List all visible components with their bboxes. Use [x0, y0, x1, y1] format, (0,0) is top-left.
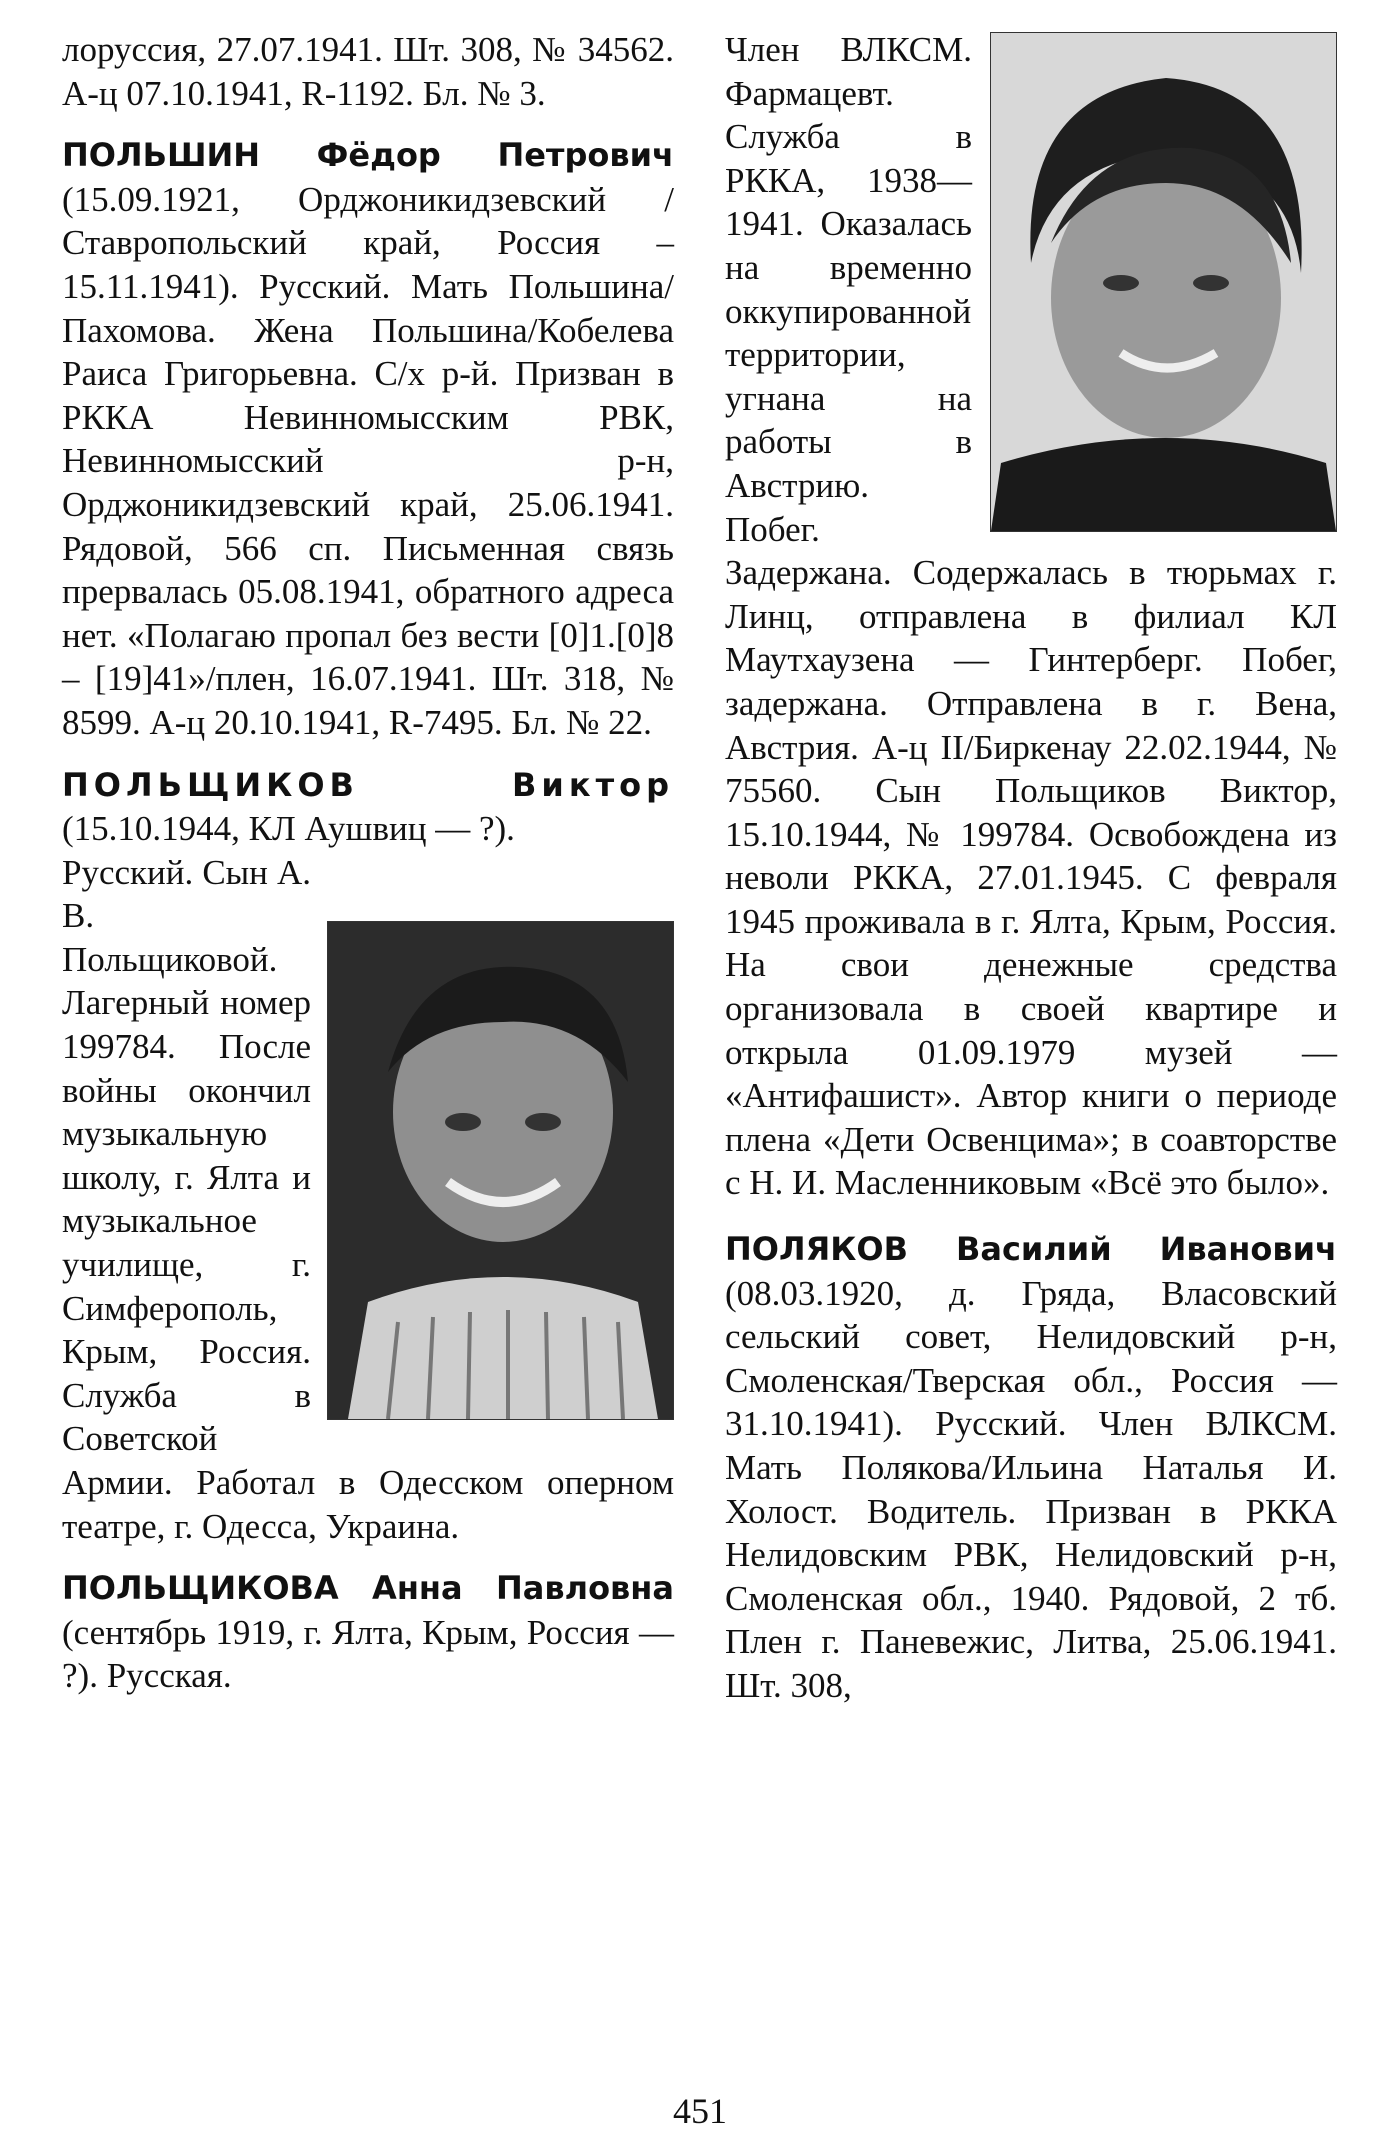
entry-name: ПОЛЬЩИКОВ Виктор: [62, 765, 674, 804]
entry-text: Русский. Сын А. В. Польщиковой. Лагерный номер 199784. После войны окончил музыкальную школу, г. Ялта и музыкальное училище, г. Симферополь, Крым, Россия. Служба в Советской Армии. Работал в Одесском оперном театре, г. Одесса, Украина.: [62, 852, 674, 1546]
continuation-text-right: Член ВЛКСМ. Фармацевт. Служба в РККА, 1938—1941. Оказалась на временно оккупированной территории, угнана на работы в Австрию. Побег. Задержана. Содержалась в тюрьмах г. Линц, отправлена в филиал КЛ Маутхаузена — Гинтерберг. Побег, задержана. Отправлена в г. Вена, Австрия. А-ц II/Биркенау 22.02.1944, № 75560. Сын Польщиков Виктор, 15.10.1944, № 199784. Освобождена из неволи РККА, 27.01.1945. С февраля 1945 проживала в г. Ялта, Крым, Россия. На свои денежные средства организовала в своей квартире и открыла 01.09.1979 музей — «Антифашист». Автор книги о периоде плена «Дети Освенцима»; в соавторстве с Н. И. Масленниковым «Всё это было».: [725, 30, 1337, 1203]
right-column: [725, 28, 1337, 1708]
entry-polshchikov-viktor: [62, 763, 674, 851]
entry-polshin: [62, 133, 674, 744]
entry-text: (15.09.1921, Орджоникидзевский /Ставропольский край, Россия – 15.11.1941). Русский. Мать Польшина/Пахомова. Жена Польшина/Кобелева Раиса Григорьевна. С/х р-й. Призван в РККА Невинномысским РВК, Невинномысский р-н, Орджоникидзевский край, 25.06.1941. Рядовой, 566 сп. Письменная связь прервалась 05.08.1941, обратного адреса нет. «Полагаю пропал без вести [0]1.[0]8 – [19]41»/плен, 16.07.1941. Шт. 318, № 8599. А-ц 20.10.1941, R-7495. Бл. № 22.: [62, 179, 674, 742]
portrait-photo-boy: [327, 921, 674, 1420]
entry-polshchikov-viktor-body: [62, 851, 674, 1549]
left-column: [62, 28, 674, 1698]
entry-name: ПОЛЯКОВ Василий Иванович: [725, 1230, 1337, 1269]
entry-polyakov: [725, 1227, 1337, 1708]
continuation-text-left: лоруссия, 27.07.1941. Шт. 308, № 34562. А-ц 07.10.1941, R-1192. Бл. № 3.: [62, 30, 674, 113]
entry-polshchikova-anna: [62, 1566, 674, 1698]
entry-text-intro: (15.10.1944, КЛ Аушвиц — ?).: [62, 809, 515, 849]
entry-name: ПОЛЬЩИКОВА Анна Павловна: [62, 1569, 674, 1608]
entry-text: (08.03.1920, д. Гряда, Власовский сельский совет, Нелидовский р-н, Смоленская/Тверская обл., Россия — 31.10.1941). Русский. Член ВЛКСМ. Мать Полякова/Ильина Наталья И. Холост. Водитель. Призван в РККА Нелидовским РВК, Нелидовский р-н, Смоленская обл., 1940. Рядовой, 2 тб. Плен г. Паневежис, Литва, 25.06.1941. Шт. 308,: [725, 1273, 1337, 1705]
entry-name: ПОЛЬШИН Фёдор Петрович: [62, 136, 674, 175]
page-number: 451: [673, 2091, 727, 2131]
woman-portrait-image: [991, 33, 1336, 531]
entry-text: (сентябрь 1919, г. Ялта, Крым, Россия — ?). Русская.: [62, 1612, 674, 1696]
boy-portrait-image: [328, 922, 673, 1419]
portrait-photo-woman: [990, 32, 1337, 532]
